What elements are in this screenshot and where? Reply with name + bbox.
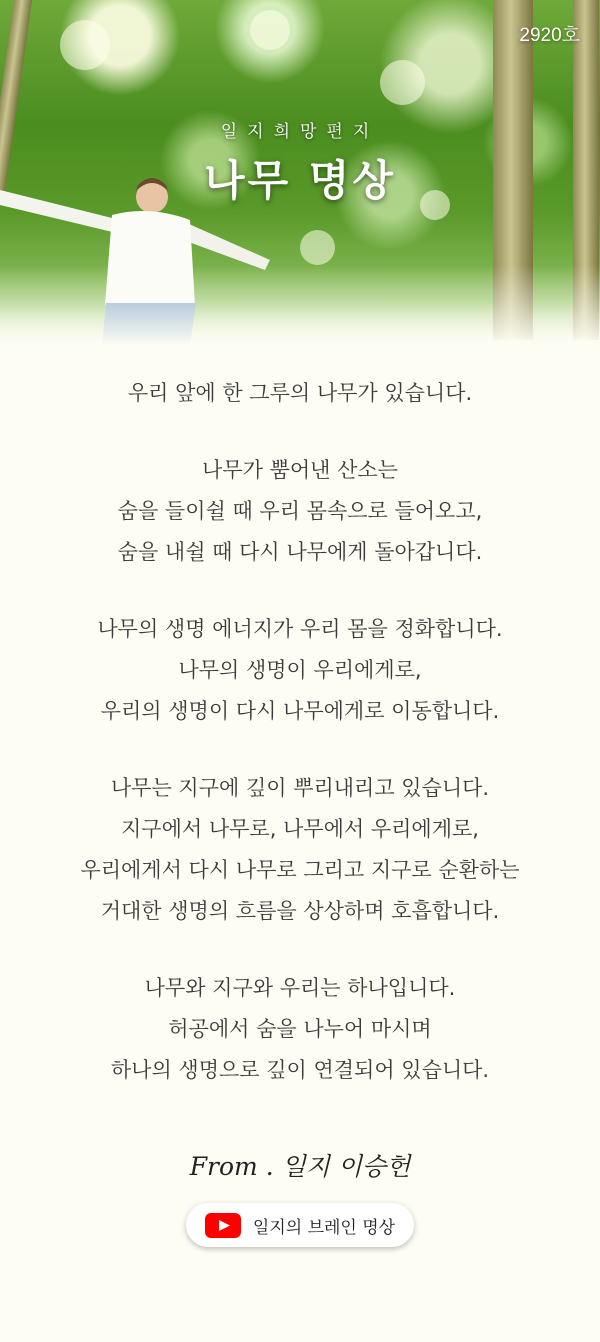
text-line: 숨을 내쉴 때 다시 나무에게 돌아갑니다.	[117, 540, 483, 564]
letter-body	[0, 373, 600, 1091]
letter-subtitle: 일지희망편지	[220, 122, 380, 142]
text-line: 하나의 생명으로 깊이 연결되어 있습니다.	[110, 1058, 490, 1082]
stanza	[0, 609, 600, 732]
text-line: 나무는 지구에 깊이 뿌리내리고 있습니다.	[110, 776, 490, 800]
issue-number: 2920호	[519, 25, 580, 46]
youtube-button-label: 일지의 브레인 명상	[252, 1217, 396, 1238]
text-line: 우리 앞에 한 그루의 나무가 있습니다.	[127, 381, 473, 405]
text-line: 나무의 생명이 우리에게로,	[178, 658, 422, 682]
stanza	[0, 768, 600, 932]
stanza	[0, 450, 600, 573]
stanza	[0, 373, 600, 414]
bokeh-light	[60, 20, 110, 70]
signature: From . 일지 이승헌	[189, 1152, 411, 1181]
text-line: 숨을 들이쉴 때 우리 몸속으로 들어오고,	[117, 499, 483, 523]
text-line: 허공에서 숨을 나누어 마시며	[168, 1017, 432, 1041]
text-line: 나무와 지구와 우리는 하나입니다.	[144, 976, 456, 1000]
text-line: 지구에서 나무로, 나무에서 우리에게로,	[121, 817, 479, 841]
page-title: 나무 명상	[204, 156, 396, 205]
bokeh-light	[380, 60, 425, 105]
bokeh-light	[300, 230, 335, 265]
youtube-icon	[205, 1213, 241, 1238]
youtube-channel-button[interactable]	[186, 1203, 414, 1247]
stanza	[0, 968, 600, 1091]
fade-overlay	[0, 265, 600, 355]
bokeh-light	[250, 10, 290, 50]
hero-banner	[0, 0, 600, 355]
text-line: 나무가 뿜어낸 산소는	[202, 458, 398, 482]
text-line: 나무의 생명 에너지가 우리 몸을 정화합니다.	[97, 617, 503, 641]
text-line: 우리의 생명이 다시 나무에게로 이동합니다.	[100, 699, 500, 723]
text-line: 거대한 생명의 흐름을 상상하며 호흡합니다.	[100, 899, 500, 923]
text-line: 우리에게서 다시 나무로 그리고 지구로 순환하는	[80, 858, 520, 882]
